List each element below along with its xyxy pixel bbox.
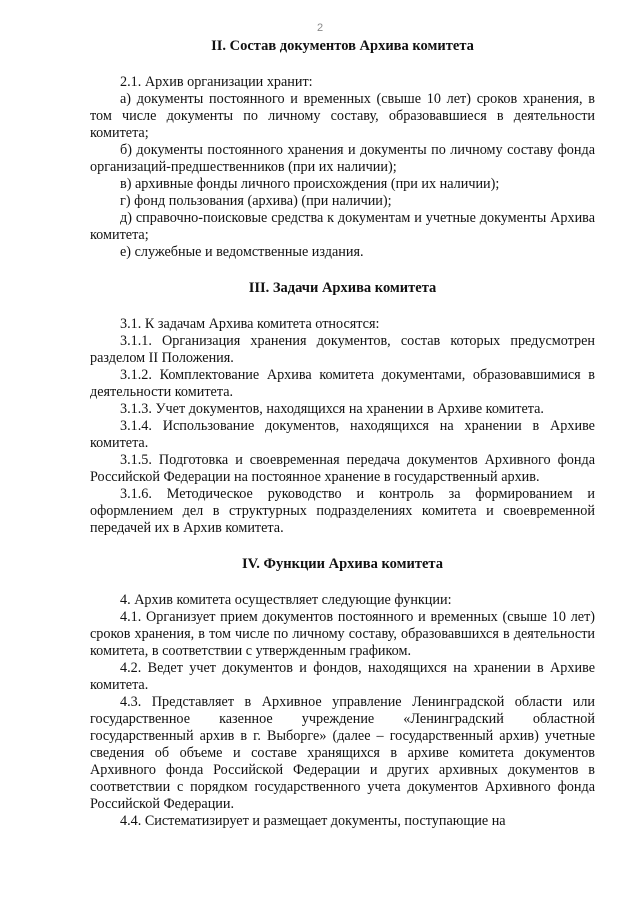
paragraph: 3.1. К задачам Архива комитета относятся:	[120, 316, 380, 332]
section-title-tasks: III. Задачи Архива комитета	[248, 280, 437, 296]
paragraph: 4.2. Ведет учет документов и фондов, находящихся на хранении в Архиве комитета.	[90, 660, 595, 693]
paragraph: 4.1. Организует прием документов постоянного и временных (свыше 10 лет) сроков хранения, в том числе по личному составу, образовавшихся в деятельности комитета, в соответствии с утвержденным графиком.	[90, 609, 595, 659]
paragraph: 2.1. Архив организации хранит:	[120, 74, 313, 90]
paragraph: 4.3. Представляет в Архивное управление Ленинградской области или государственное казенное учреждение «Ленинградский областной государственный архив в г. Выборге» (далее – государственный архив) учетные сведения об объеме и составе хранящихся в архиве комитета документов Архивного фонда Российской Федерации и других архивных документов в соответствии с порядком государственного учета документов Архивного фонда Российской Федерации.	[90, 694, 595, 812]
paragraph: д) справочно-поисковые средства к документам и учетные документы Архива комитета;	[90, 210, 595, 243]
paragraph: 3.1.4. Использование документов, находящихся на хранении в Архиве комитета.	[90, 418, 595, 451]
paragraph: 3.1.3. Учет документов, находящихся на хранении в Архиве комитета.	[120, 401, 544, 417]
paragraph: 3.1.6. Методическое руководство и контроль за формированием и оформлением дел в структурных подразделениях комитета и своевременной передачей их в Архив комитета.	[90, 486, 595, 536]
paragraph: г) фонд пользования (архива) (при наличии);	[120, 193, 392, 209]
page-number: 2	[316, 22, 324, 34]
paragraph: е) служебные и ведомственные издания.	[120, 244, 364, 260]
section-title-functions: IV. Функции Архива комитета	[242, 556, 443, 572]
paragraph: 3.1.2. Комплектование Архива комитета документами, образовавшимися в деятельности комитета.	[90, 367, 595, 400]
paragraph: 4. Архив комитета осуществляет следующие функции:	[120, 592, 452, 608]
paragraph: б) документы постоянного хранения и документы по личному составу фонда организаций-предшественников (при их наличии);	[90, 142, 595, 175]
paragraph: а) документы постоянного и временных (свыше 10 лет) сроков хранения, в том числе документы по личному составу, образовавшиеся в деятельности комитета;	[90, 91, 595, 141]
paragraph: 4.4. Систематизирует и размещает документы, поступающие на	[120, 813, 506, 829]
paragraph: 3.1.1. Организация хранения документов, состав которых предусмотрен разделом II Положения.	[90, 333, 595, 366]
paragraph: в) архивные фонды личного происхождения (при их наличии);	[120, 176, 500, 192]
section-title-composition: II. Состав документов Архива комитета	[211, 38, 474, 54]
paragraph: 3.1.5. Подготовка и своевременная передача документов Архивного фонда Российской Федерации на постоянное хранение в государственный архив.	[90, 452, 595, 485]
document-body	[90, 38, 595, 830]
